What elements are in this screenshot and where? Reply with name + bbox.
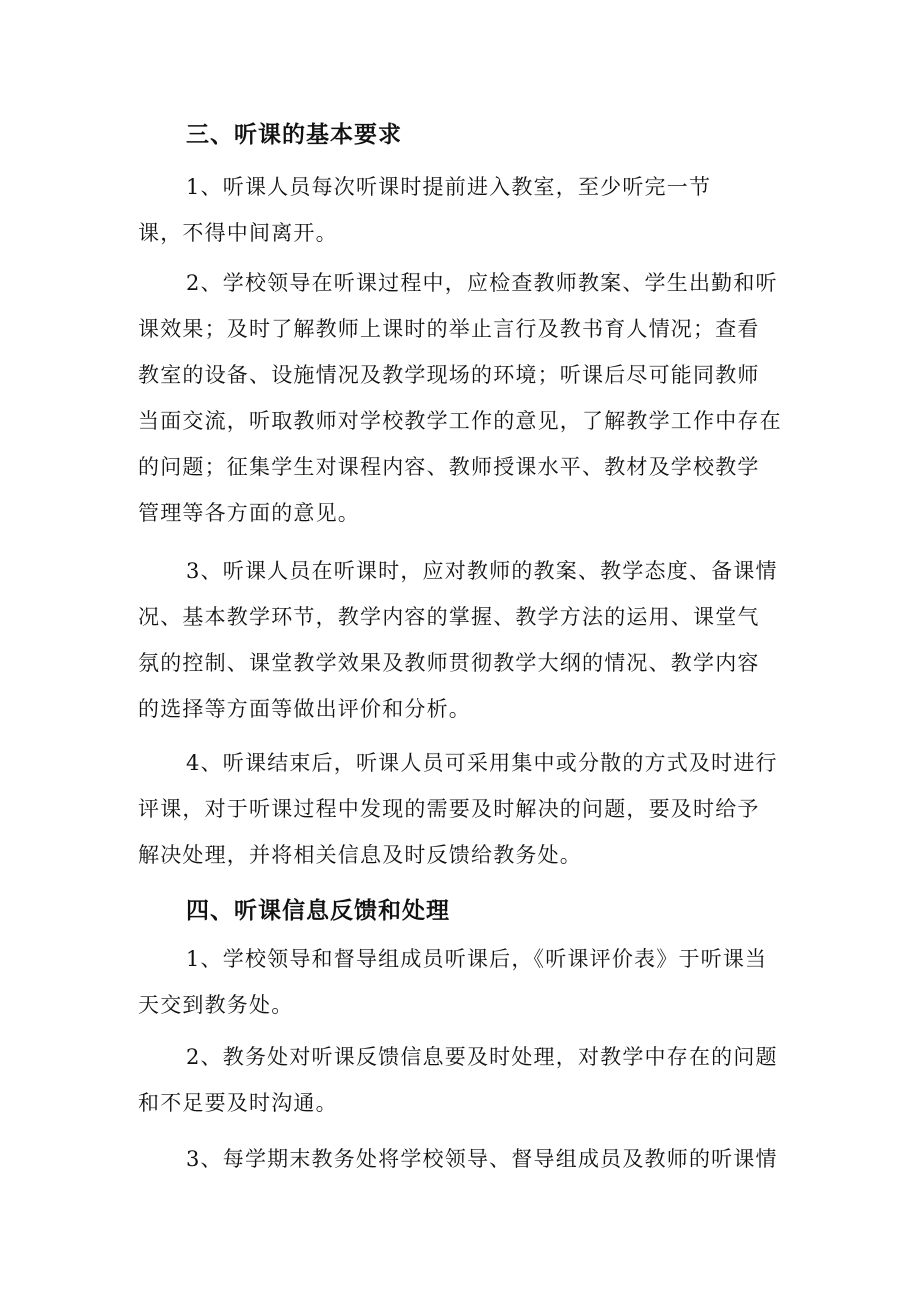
paragraph-line: 1、学校领导和督导组成员听课后，《听课评价表》于听课当 [186,947,768,971]
paragraph-line: 课效果；及时了解教师上课时的举止言行及教书育人情况；查看 [138,317,760,341]
paragraph-line: 当面交流，听取教师对学校教学工作的意见，了解教学工作中存在 [138,409,782,433]
paragraph-line: 氛的控制、课堂教学效果及教师贯彻教学大纲的情况、教学内容 [138,651,760,675]
paragraph-line: 解决处理，并将相关信息及时反馈给教务处。 [138,843,582,867]
paragraph-3-1 [138,164,790,256]
paragraph-line: 4、听课结束后，听课人员可采用集中或分散的方式及时进行 [186,751,778,775]
paragraph-3-4 [138,740,790,878]
paragraph-line: 课，不得中间离开。 [138,221,338,245]
paragraph-line: 教室的设备、设施情况及教学现场的环境；听课后尽可能同教师 [138,363,760,387]
section-heading-4: 四、听课信息反馈和处理 [186,898,450,924]
paragraph-line: 天交到教务处。 [138,993,294,1017]
paragraph-line: 管理等各方面的意见。 [138,501,360,525]
paragraph-4-2 [138,1034,790,1126]
paragraph-3-3 [138,548,790,732]
paragraph-4-3 [138,1136,790,1182]
paragraph-line: 评课，对于听课过程中发现的需要及时解决的问题，要及时给予 [138,797,760,821]
paragraph-line: 的选择等方面等做出评价和分析。 [138,697,471,721]
paragraph-line: 2、学校领导在听课过程中，应检查教师教案、学生出勤和听 [186,271,778,295]
paragraph-line: 3、听课人员在听课时，应对教师的教案、教学态度、备课情 [186,559,778,583]
paragraph-line: 况、基本教学环节，教学内容的掌握、教学方法的运用、课堂气 [138,605,760,629]
paragraph-3-2 [138,260,790,536]
paragraph-line: 1、听课人员每次听课时提前进入教室，至少听完一节 [186,175,712,199]
paragraph-line: 和不足要及时沟通。 [138,1091,338,1115]
paragraph-line: 的问题；征集学生对课程内容、教师授课水平、教材及学校教学 [138,455,760,479]
section-heading-3: 三、听课的基本要求 [186,122,402,148]
paragraph-line: 2、教务处对听课反馈信息要及时处理，对教学中存在的问题 [186,1045,778,1069]
paragraph-4-1 [138,936,790,1028]
paragraph-line: 3、每学期末教务处将学校领导、督导组成员及教师的听课情 [186,1147,778,1171]
